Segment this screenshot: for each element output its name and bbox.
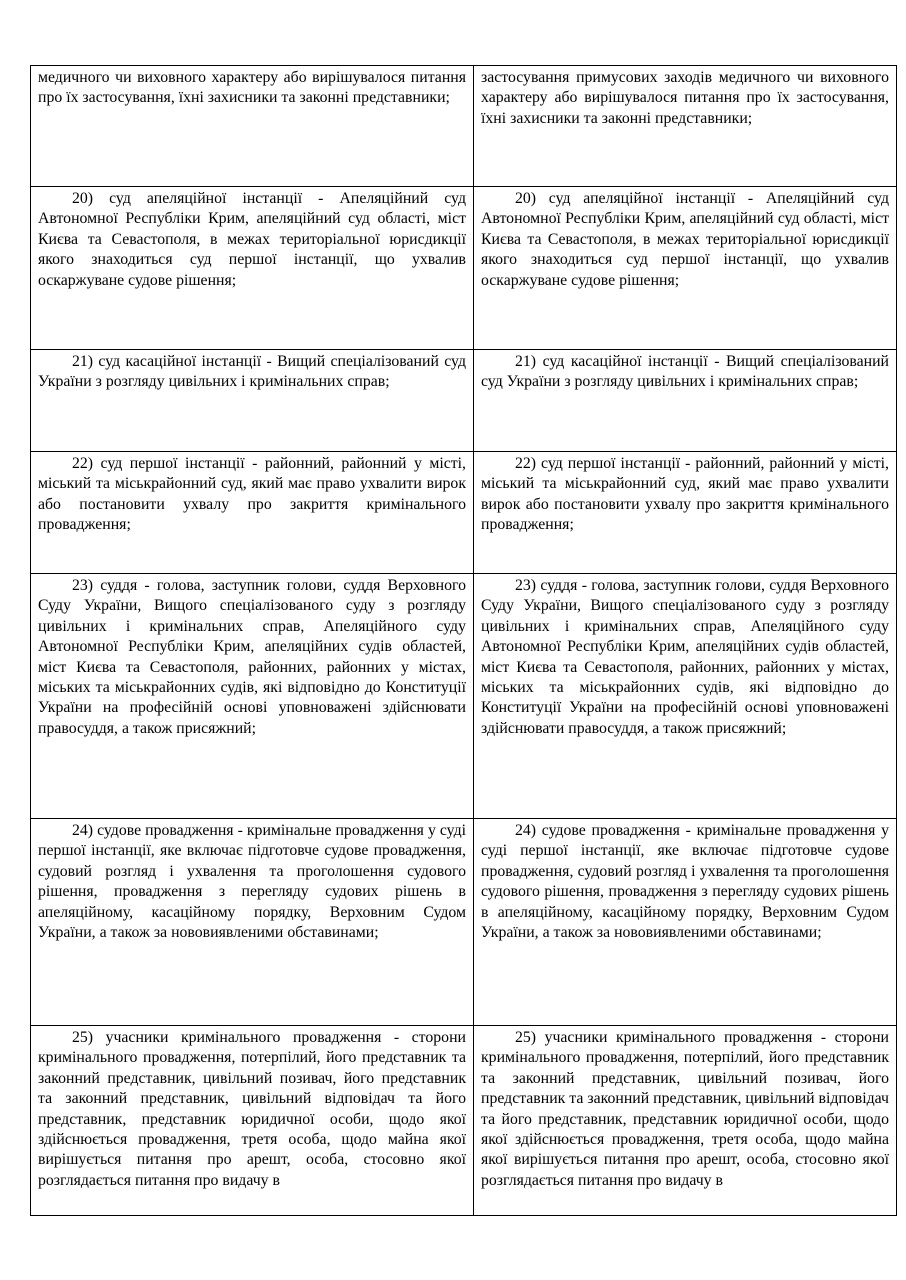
table-row bbox=[31, 819, 897, 1026]
right-cell bbox=[474, 187, 897, 350]
table-row bbox=[31, 66, 897, 187]
table-row bbox=[31, 452, 897, 574]
comparison-table bbox=[30, 65, 897, 1216]
clause-text: 25) учасники кримінального провадження - сторони кримінального провадження, потерпілий, його представник та законний представник, цивільний позивач, його представник та законний представник, цивільний відповідач та його представник, представник юридичної особи, щодо якої здійснюється провадження, третя особа, щодо майна якої вирішується питання про арешт, особа, стосовно якої розглядається питання про видачу в bbox=[38, 1029, 466, 1189]
left-cell bbox=[31, 350, 474, 452]
left-cell bbox=[31, 574, 474, 819]
clause-text: 21) суд касаційної інстанції - Вищий спеціалізований суд України з розгляду цивільних і кримінальних справ; bbox=[38, 353, 466, 391]
table-row bbox=[31, 1026, 897, 1216]
right-cell bbox=[474, 452, 897, 574]
table-row bbox=[31, 350, 897, 452]
clause-text: 21) суд касаційної інстанції - Вищий спеціалізований суд України з розгляду цивільних і кримінальних справ; bbox=[481, 353, 889, 391]
clause-text: 20) суд апеляційної інстанції - Апеляційний суд Автономної Республіки Крим, апеляційний суд області, міст Києва та Севастополя, в межах територіальної юрисдикції якого знаходиться суд першої інстанції, що ухвалив оскаржуване судове рішення; bbox=[38, 190, 466, 289]
left-cell bbox=[31, 66, 474, 187]
left-cell bbox=[31, 452, 474, 574]
clause-text: 23) суддя - голова, заступник голови, суддя Верховного Суду України, Вищого спеціалізованого суду з розгляду цивільних і кримінальних справ, Апеляційного суду Автономної Республіки Крим, апеляційних судів областей, міст Києва та Севастополя, районних, районних у містах, міських та міськрайонних судів, які відповідно до Конституції України на професійній основі уповноважені здійснювати правосуддя, а також присяжний; bbox=[38, 577, 466, 737]
clause-text: медичного чи виховного характеру або вирішувалося питання про їх застосування, їхні захисники та законні представники; bbox=[38, 69, 466, 107]
left-cell bbox=[31, 819, 474, 1026]
right-cell bbox=[474, 66, 897, 187]
left-cell bbox=[31, 1026, 474, 1216]
clause-text: 22) суд першої інстанції - районний, районний у місті, міський та міськрайонний суд, який має право ухвалити вирок або постановити ухвалу про закриття кримінального провадження; bbox=[481, 455, 889, 534]
clause-text: 24) судове провадження - кримінальне провадження у суді першої інстанції, яке включає підготовче судове провадження, судовий розгляд і ухвалення та проголошення судового рішення, провадження з перегляду судових рішень в апеляційному, касаційному порядку, Верховним Судом України, а також за нововиявленими обставинами; bbox=[38, 822, 466, 942]
table-row bbox=[31, 574, 897, 819]
clause-text: 23) суддя - голова, заступник голови, суддя Верховного Суду України, Вищого спеціалізованого суду з розгляду цивільних і кримінальних справ, Апеляційного суду Автономної Республіки Крим, апеляційних судів областей, міст Києва та Севастополя, районних, районних у містах, міських та міськрайонних судів, які відповідно до Конституції України на професійній основі уповноважені здійснювати правосуддя, а також присяжний; bbox=[481, 577, 889, 737]
clause-text: 20) суд апеляційної інстанції - Апеляційний суд Автономної Республіки Крим, апеляційний суд області, міст Києва та Севастополя, в межах територіальної юрисдикції якого знаходиться суд першої інстанції, що ухвалив оскаржуване судове рішення; bbox=[481, 190, 889, 289]
clause-text: застосування примусових заходів медичного чи виховного характеру або вирішувалося питання про їх застосування, їхні захисники та законні представники; bbox=[481, 69, 889, 127]
table-row bbox=[31, 187, 897, 350]
right-cell bbox=[474, 1026, 897, 1216]
clause-text: 24) судове провадження - кримінальне провадження у суді першої інстанції, яке включає підготовче судове провадження, судовий розгляд і ухвалення та проголошення судового рішення, провадження з перегляду судових рішень в апеляційному, касаційному порядку, Верховним Судом України, а також за нововиявленими обставинами; bbox=[481, 822, 889, 942]
clause-text: 25) учасники кримінального провадження - сторони кримінального провадження, потерпілий, його представник та законний представник, цивільний позивач, його представник та законний представник, цивільний відповідач та його представник, представник юридичної особи, щодо якої здійснюється провадження, третя особа, щодо майна якої вирішується питання про арешт, особа, стосовно якої розглядається питання про видачу в bbox=[481, 1029, 889, 1189]
right-cell bbox=[474, 574, 897, 819]
left-cell bbox=[31, 187, 474, 350]
right-cell bbox=[474, 819, 897, 1026]
clause-text: 22) суд першої інстанції - районний, районний у місті, міський та міськрайонний суд, який має право ухвалити вирок або постановити ухвалу про закриття кримінального провадження; bbox=[38, 455, 466, 534]
right-cell bbox=[474, 350, 897, 452]
